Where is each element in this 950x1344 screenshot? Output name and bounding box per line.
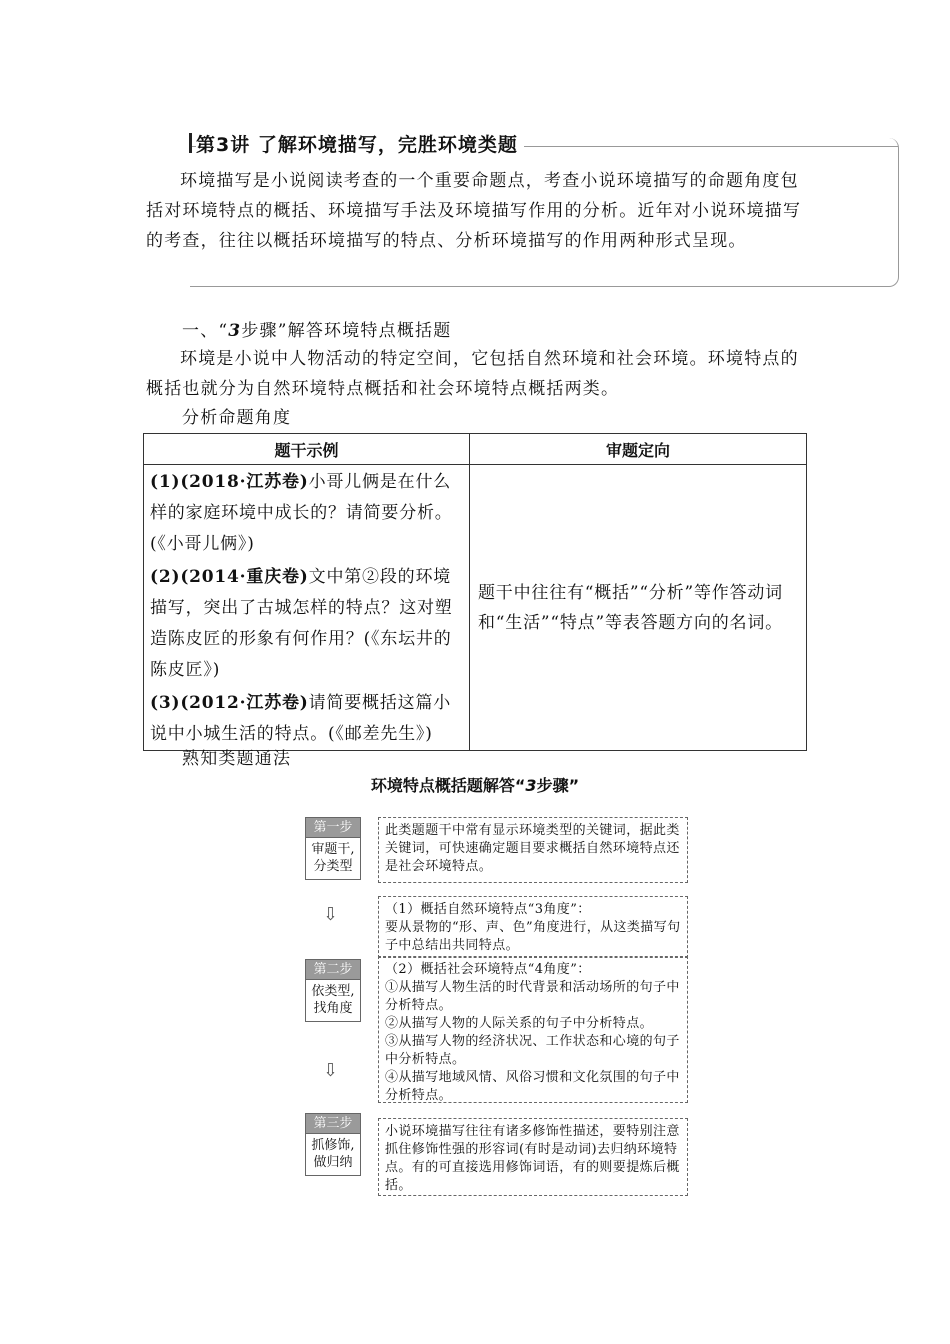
sub-heading-analysis: 分析命题角度 bbox=[182, 408, 292, 428]
section-paragraph-text: 环境是小说中人物活动的特定空间，它包括自然环境和社会环境。环境特点的概括也就分为自然环境特点概括和社会环境特点概括两类。 bbox=[146, 349, 799, 399]
step-3-line-2: 做归纳 bbox=[313, 1155, 353, 1170]
step-2-line-2: 找角度 bbox=[313, 1001, 353, 1016]
intro-text: 环境描写是小说阅读考查的一个重要命题点，考查小说环境描写的命题角度包括对环境特点的概括、环境描写手法及环境描写作用的分析。近年对小说环境描写的考查，往往以概括环境描写的特点、分析环境描写的作用两种形式呈现。 bbox=[146, 171, 802, 251]
step-1-line-2: 分类型 bbox=[313, 859, 353, 874]
step-3-box bbox=[305, 1113, 361, 1176]
table-row bbox=[144, 465, 807, 751]
step-3-head: 第三步 bbox=[306, 1114, 360, 1134]
direction-cell: 题干中往往有“概括”“分析”等作答动词和“生活”“特点”等表答题方向的名词。 bbox=[470, 465, 807, 751]
section-heading-pre: 一、“ bbox=[182, 321, 229, 341]
step-1-line-1: 审题干, bbox=[311, 842, 355, 857]
step-1-box bbox=[305, 817, 361, 880]
step-2-body bbox=[306, 980, 360, 1021]
section-heading bbox=[182, 316, 451, 346]
example-label: (2)(2014·重庆卷) bbox=[150, 567, 309, 587]
step-2-box bbox=[305, 959, 361, 1022]
step-3-line-1: 抓修饰, bbox=[311, 1138, 355, 1153]
step-1-description: 此类题题干中常有显示环境类型的关键词，据此类关键词，可快速确定题目要求概括自然环境特点还是社会环境特点。 bbox=[378, 817, 688, 883]
section-paragraph bbox=[146, 344, 808, 404]
flow-title-post: 步骤” bbox=[536, 776, 580, 795]
down-arrow-icon: ⇩ bbox=[323, 904, 339, 925]
step-2-head: 第二步 bbox=[306, 960, 360, 980]
table-header-direction: 审题定向 bbox=[470, 434, 807, 465]
section-heading-num: 3 bbox=[228, 321, 242, 341]
example-text: 请简要概括这篇小说中小城生活的特点。(《邮差先生》) bbox=[150, 693, 452, 744]
lesson-title: 第3讲 了解环境描写，完胜环境类题 bbox=[196, 130, 524, 157]
analysis-table bbox=[143, 433, 807, 751]
sub-heading-method: 熟知类题通法 bbox=[182, 749, 292, 769]
table-header-row bbox=[144, 434, 807, 465]
example-item-2 bbox=[144, 560, 469, 686]
example-label: (3)(2012·江苏卷) bbox=[150, 693, 309, 713]
section-heading-post: 步骤”解答环境特点概括题 bbox=[241, 321, 452, 341]
step-3-description: 小说环境描写往往有诸多修饰性描述，要特别注意抓住修饰性强的形容词(有时是动词)去归纳环境特点。有的可直接选用修饰词语，有的则要提炼后概括。 bbox=[378, 1118, 688, 1196]
example-item-1 bbox=[144, 465, 469, 560]
step-1-body bbox=[306, 838, 360, 879]
step-1-head: 第一步 bbox=[306, 818, 360, 838]
table-header-example: 题干示例 bbox=[144, 434, 470, 465]
step-2-line-1: 依类型, bbox=[311, 984, 355, 999]
examples-cell bbox=[144, 465, 470, 751]
intro-paragraph bbox=[146, 166, 808, 256]
flow-title-pre: 环境特点概括题解答“ bbox=[370, 776, 526, 795]
step-3-body bbox=[306, 1134, 360, 1175]
down-arrow-icon: ⇩ bbox=[323, 1060, 339, 1081]
example-text: 文中第②段的环境描写，突出了古城怎样的特点？这对塑造陈皮匠的形象有何作用？(《东坛井的陈皮匠》) bbox=[150, 567, 453, 680]
example-label: (1)(2018·江苏卷) bbox=[150, 472, 309, 492]
step-2-social-description: （2）概括社会环境特点“4角度”： ①从描写人物生活的时代背景和活动场所的句子中分析特点。 ②从描写人物的人际关系的句子中分析特点。 ③从描写人物的经济状况、工作状态和心境的句子中分析特点。 ④从描写地域风情、风俗习惯和文化氛围的句子中分析特点。 bbox=[378, 956, 688, 1103]
step-2-natural-description: （1）概括自然环境特点“3角度”： 要从景物的“形、声、色”角度进行，从这类描写句子中总结出共同特点。 bbox=[378, 896, 688, 958]
title-marker bbox=[189, 133, 192, 153]
flow-title bbox=[0, 773, 950, 796]
flow-title-num: 3 bbox=[525, 776, 537, 795]
example-item-3 bbox=[144, 686, 469, 750]
example-text: 小哥儿俩是在什么样的家庭环境中成长的？请简要分析。(《小哥儿俩》) bbox=[150, 472, 453, 554]
